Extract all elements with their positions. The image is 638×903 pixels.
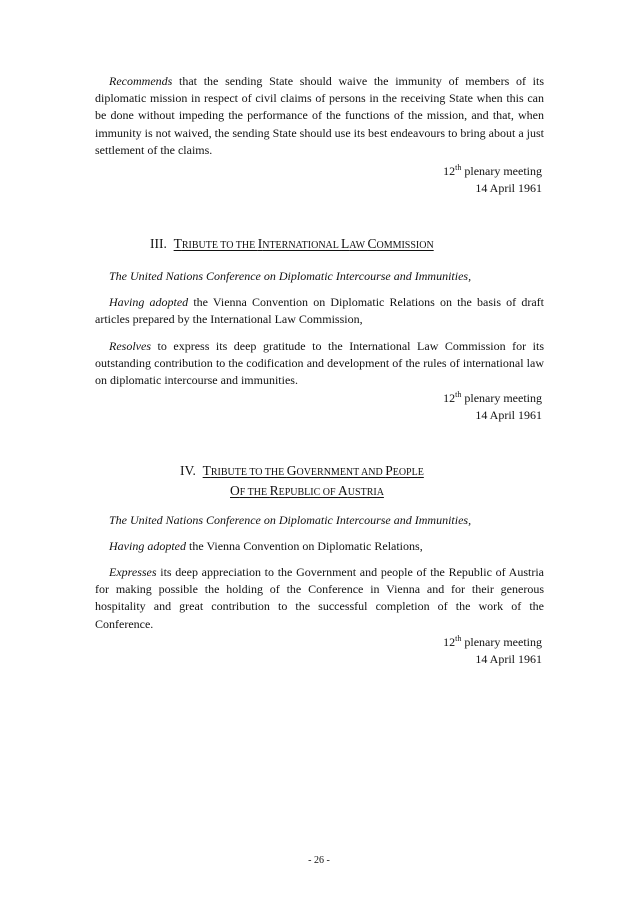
meeting-reference-3 <box>443 634 542 668</box>
recommends-text: that the sending State should waive the immunity of members of its diplomatic mission in respect of civil claims of persons in the receiving State when this can be done without impeding the performance of the functions of the mission, and that, when immunity is not waived, the sending State should use its best endeavours to bring about a just settlement of the claims. <box>95 74 544 157</box>
meeting-date: 14 April 1961 <box>475 181 542 195</box>
having-adopted-paragraph-iv: Having adopted the Vienna Convention on Diplomatic Relations, <box>109 539 423 553</box>
page-number: - 26 - <box>308 855 330 866</box>
having-adopted-lead: Having adopted <box>109 539 186 553</box>
resolves-lead: Resolves <box>109 339 151 353</box>
recommends-lead: Recommends <box>109 74 173 88</box>
conference-line-iii: The United Nations Conference on Diplomatic Intercourse and Immunities, <box>109 269 472 283</box>
conference-line-iv: The United Nations Conference on Diplomatic Intercourse and Immunities, <box>109 513 472 527</box>
section-title-line1: TRIBUTE TO THE GOVERNMENT AND PEOPLE <box>202 463 424 478</box>
meeting-date: 14 April 1961 <box>475 408 542 422</box>
meeting-line: 12th plenary meeting <box>443 163 542 178</box>
having-adopted-paragraph-iii: Having adopted the Vienna Convention on Diplomatic Relations on the basis of draft articles prepared by the International Law Commission, <box>95 295 544 327</box>
meeting-line: 12th plenary meeting <box>443 634 542 649</box>
section-iv-heading-line1 <box>180 463 424 479</box>
expresses-paragraph: Expresses its deep appreciation to the Government and people of the Republic of Austria for making possible the holding of the Conference in Vienna and for their generous hospitality and great contribution to the successful completion of the work of the Conference. <box>95 565 544 631</box>
expresses-lead: Expresses <box>109 565 157 579</box>
section-title-line2: OF THE REPUBLIC OF AUSTRIA <box>230 483 384 498</box>
section-numeral: III. <box>150 236 167 251</box>
section-iv-heading-line2 <box>230 483 384 499</box>
section-numeral: IV. <box>180 463 196 478</box>
meeting-reference-1 <box>443 163 542 197</box>
meeting-date: 14 April 1961 <box>475 652 542 666</box>
meeting-line: 12th plenary meeting <box>443 390 542 405</box>
section-title: TRIBUTE TO THE INTERNATIONAL LAW COMMISSION <box>173 236 434 251</box>
meeting-reference-2 <box>443 390 542 424</box>
having-adopted-lead: Having adopted <box>109 295 189 309</box>
recommends-paragraph <box>95 73 544 159</box>
section-iii-heading <box>150 236 434 252</box>
resolves-paragraph: Resolves to express its deep gratitude to the International Law Commission for its outstanding contribution to the codification and development of the rules of international law on diplomatic intercourse and immunities. <box>95 339 544 388</box>
